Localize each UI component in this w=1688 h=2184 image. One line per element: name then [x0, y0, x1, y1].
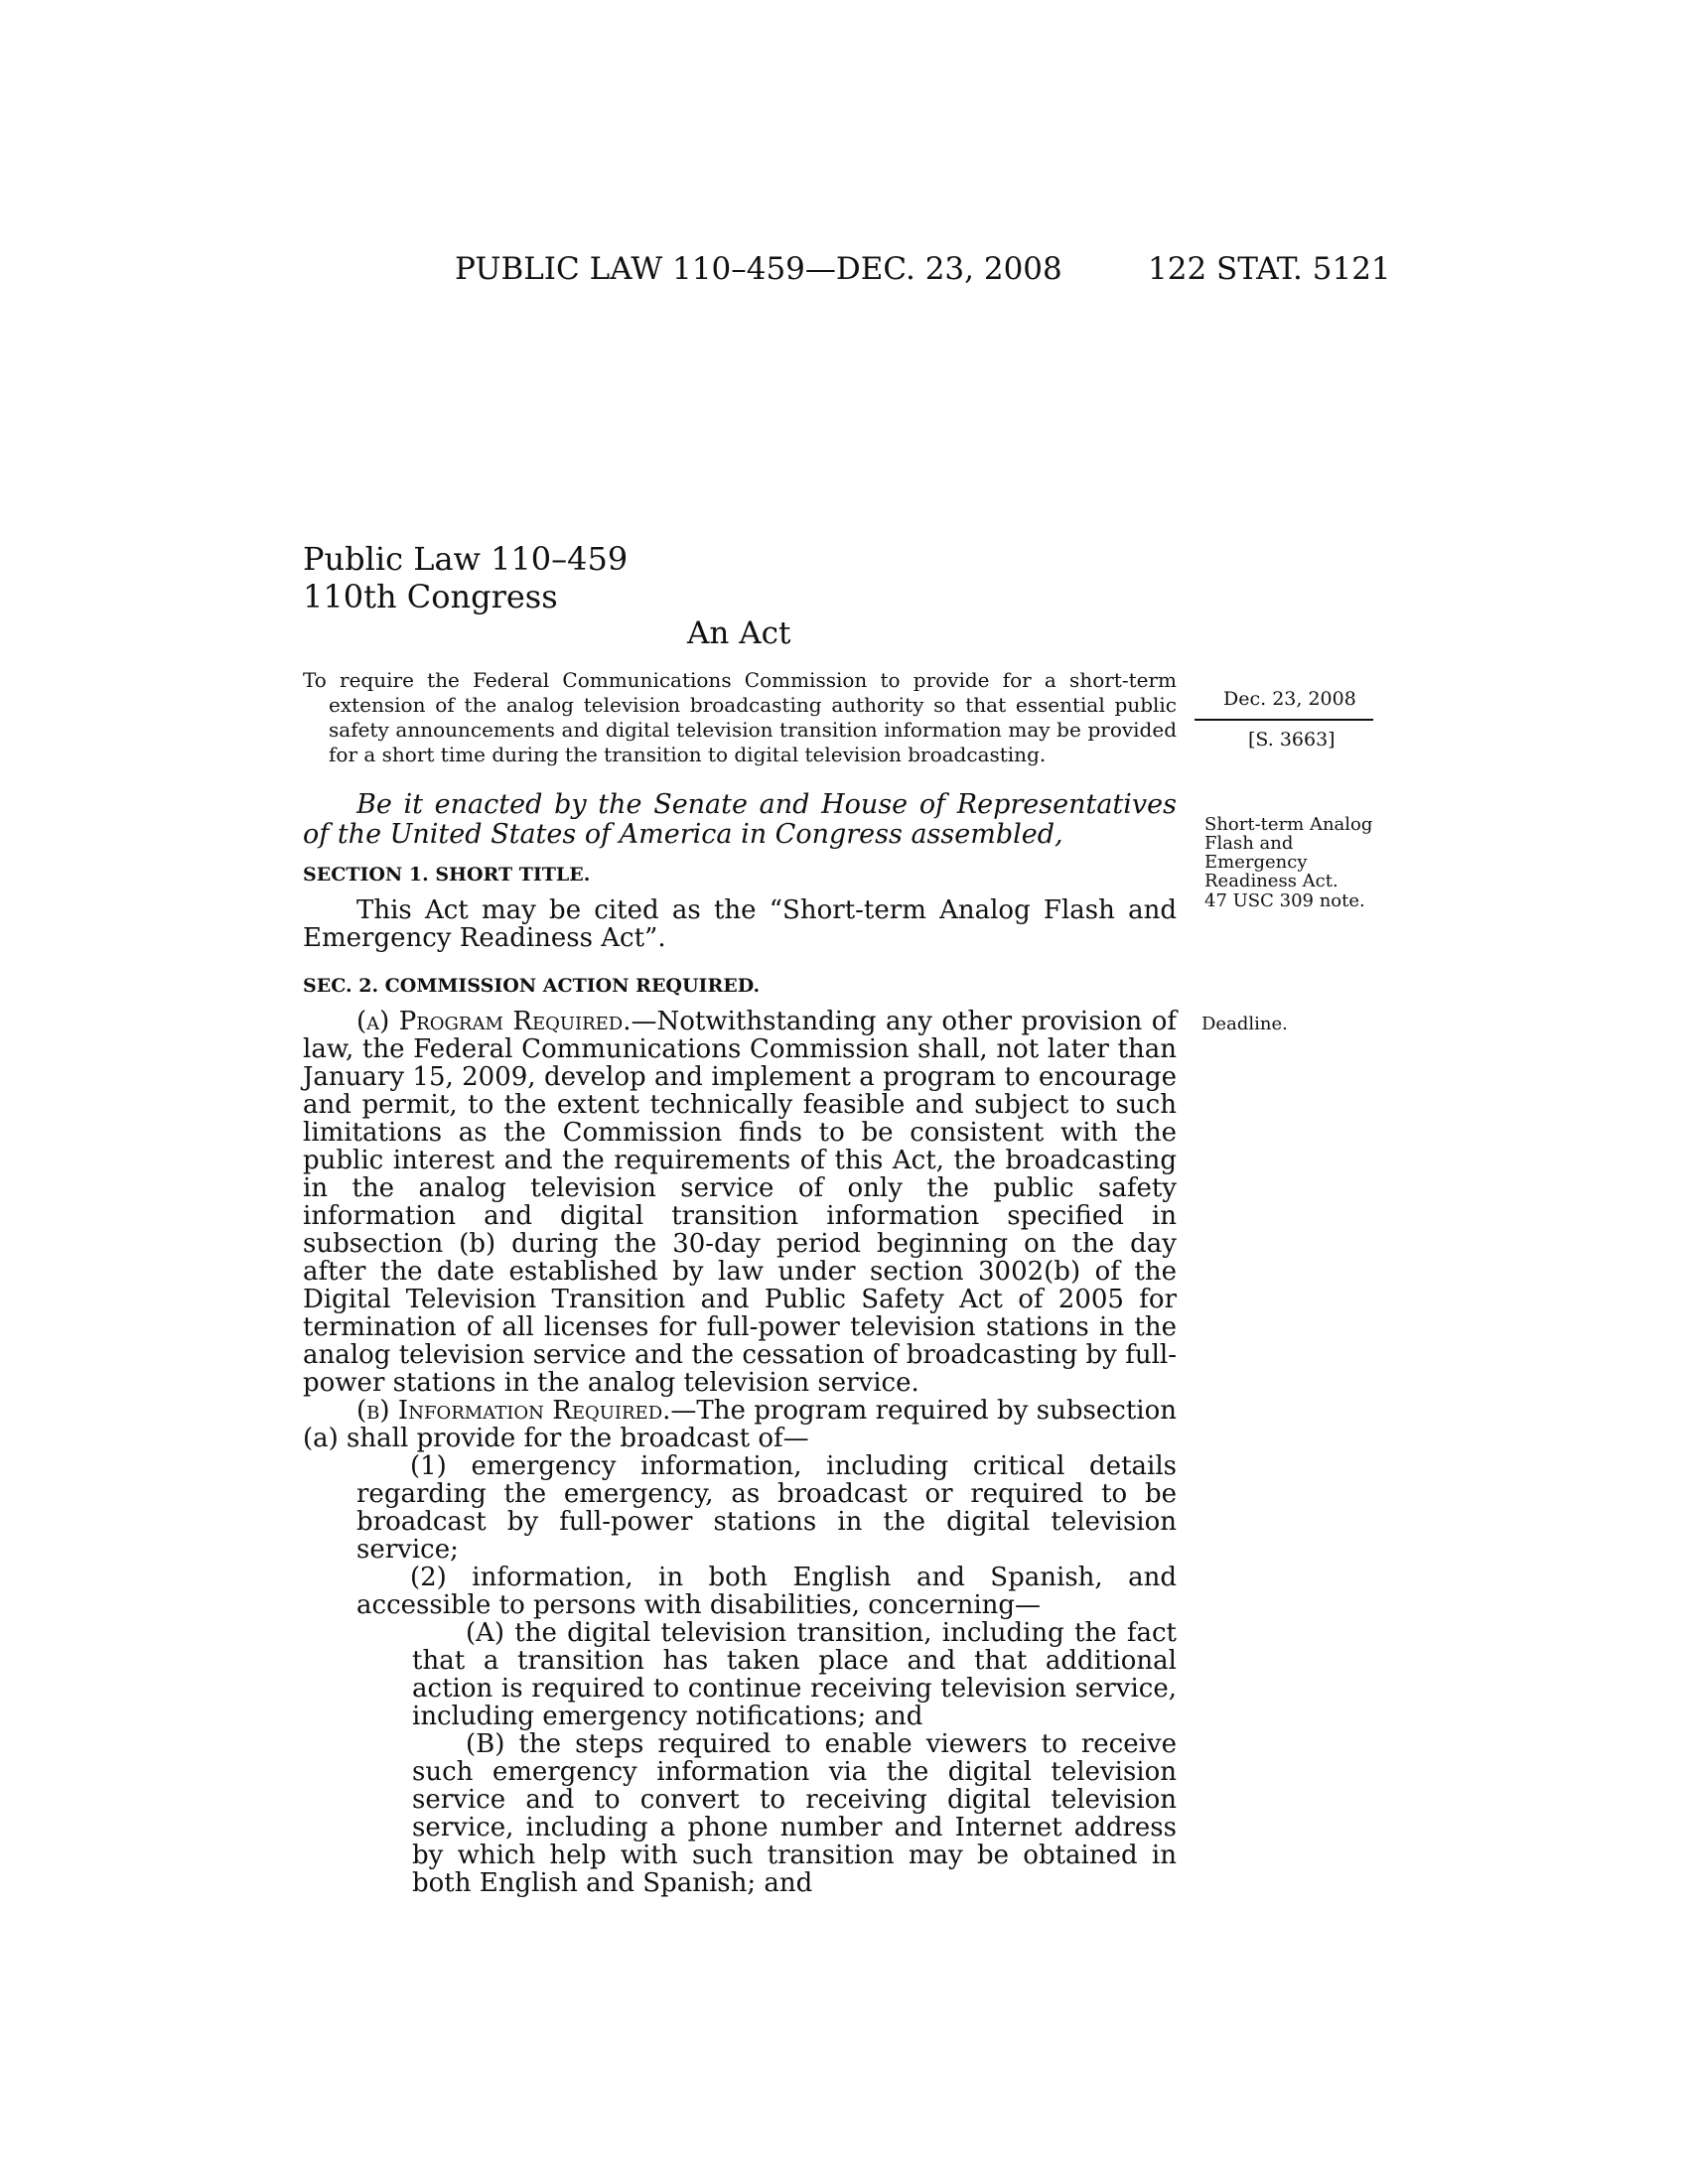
enacting-clause: Be it enacted by the Senate and House of Representatives of the United States of America in Congress assembled, — [303, 789, 1177, 850]
act-purpose: To require the Federal Communications Commission to provide for a short-term extension of the analog television broadcasting authority so that essential public safety announcements and digital television transition information may be provided for a short time during the transition to digital television broadcasting. — [303, 668, 1177, 766]
paragraph-1: (1) emergency information, including critical details regarding the emergency, as broadcast or required to be broadcast by full-power stations in the digital television service; — [356, 1451, 1177, 1565]
subsection-b-text: —The program required by subsection (a) shall provide for the broadcast of— — [303, 1396, 1177, 1453]
subsection-a-text: —Notwithstanding any other provision of law, the Federal Communications Commission shall, not later than January 15, 2009, develop and implement a program to encourage and permit, to the extent technically feasible and subject to such limitations as the Commission finds to be consistent with the public interest and the requirements of this Act, the broadcasting in the analog television service of only the public safety information and digital transition information specified in subsection (b) during the 30-day period beginning on the day after the date established by law under section 3002(b) of the Digital Television Transition and Public Safety Act of 2005 for termination of all licenses for full-power television stations in the analog television service and the cessation of broadcasting by full-power stations in the analog television service. — [303, 1007, 1178, 1398]
margin-date: Dec. 23, 2008 — [1223, 688, 1356, 710]
running-header-left: PUBLIC LAW 110–459—DEC. 23, 2008 — [455, 251, 1062, 287]
subsection-b — [303, 1397, 1177, 1452]
act-heading: An Act — [687, 615, 791, 651]
margin-usc-note: 47 USC 309 note. — [1204, 890, 1365, 911]
subparagraph-b: (B) the steps required to enable viewers to receive such emergency information via the digital television service and to convert to receiving digital television service, including a phone number and Internet address by which help with such transition may be obtained in both English and Spanish; and — [412, 1729, 1177, 1898]
law-number: Public Law 110–459 — [303, 540, 629, 578]
section-2-body — [303, 1008, 1177, 1897]
margin-bill-number: [S. 3663] — [1248, 729, 1336, 751]
subsection-a — [303, 1008, 1177, 1397]
section-1-heading: SECTION 1. SHORT TITLE. — [303, 864, 591, 886]
running-header-page: 122 STAT. 5121 — [1148, 251, 1391, 287]
margin-deadline-note: Deadline. — [1201, 1014, 1288, 1034]
margin-short-title-note: Short-term Analog Flash and Emergency Readiness Act. — [1204, 814, 1373, 891]
subparagraph-a: (A) the digital television transition, including the fact that a transition has taken place and that additional action is required to continue receiving television service, including emergency notifications; and — [412, 1618, 1177, 1731]
margin-rule — [1195, 719, 1373, 721]
section-2-heading: SEC. 2. COMMISSION ACTION REQUIRED. — [303, 975, 761, 997]
paragraph-2: (2) information, in both English and Spanish, and accessible to persons with disabilities, concerning— — [356, 1563, 1177, 1620]
subsection-b-label: (b) Information Required. — [356, 1396, 671, 1426]
congress-number: 110th Congress — [303, 578, 558, 615]
subsection-a-label: (a) Program Required. — [356, 1007, 632, 1036]
section-1-text: This Act may be cited as the “Short-term Analog Flash and Emergency Readiness Act”. — [303, 895, 1177, 953]
